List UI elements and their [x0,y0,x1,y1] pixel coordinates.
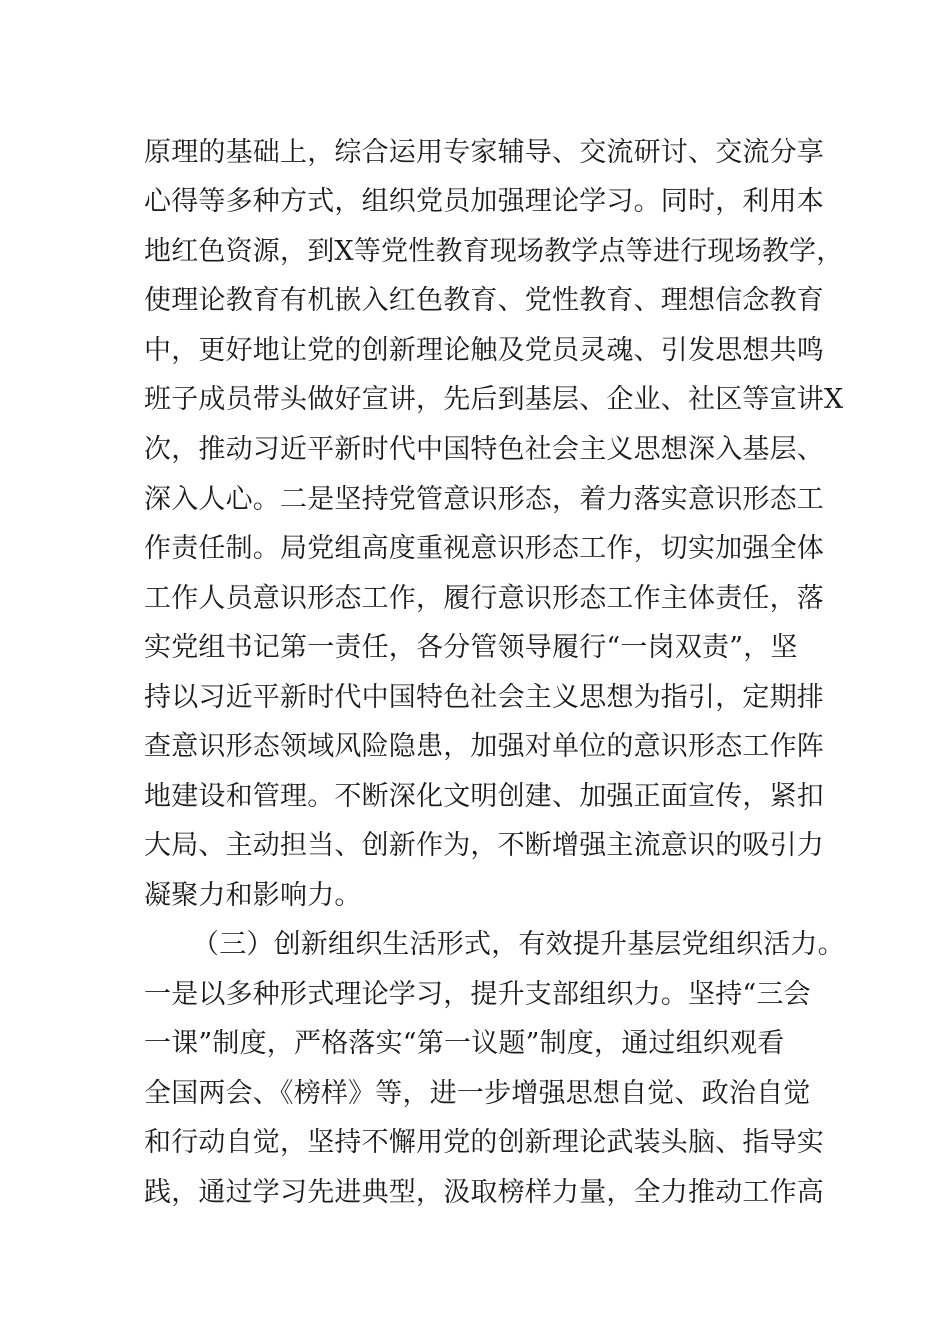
text-line: 践，通过学习先进典型，汲取榜样力量，全力推动工作高 [144,1177,824,1208]
text-line: 中，更好地让党的创新理论触及党员灵魂、引发思想共鸣 [144,335,824,366]
text-line: 次，推动习近平新时代中国特色社会主义思想深入基层、 [144,434,824,465]
text-line: 使理论教育有机嵌入红色教育、党性教育、理想信念教育 [144,285,824,316]
text-line: 原理的基础上，综合运用专家辅导、交流研讨、交流分享 [144,137,824,168]
text-line: 地建设和管理。不断深化文明创建、加强正面宣传，紧扣 [144,781,824,812]
text-line: 工作人员意识形态工作，履行意识形态工作主体责任，落 [144,583,824,614]
text-line: 心得等多种方式，组织党员加强理论学习。同时，利用本 [144,186,824,217]
text-line: 一是以多种形式理论学习，提升支部组织力。坚持“三会 [144,979,811,1010]
text-line: 大局、主动担当、创新作为，不断增强主流意识的吸引力 [144,830,824,861]
text-line: 查意识形态领域风险隐患，加强对单位的意识形态工作阵 [144,731,824,762]
text-line: 实党组书记第一责任，各分管领导履行“一岗双责”，坚 [144,632,798,663]
text-line: 作责任制。局党组高度重视意识形态工作，切实加强全体 [144,533,824,564]
text-line: 深入人心。二是坚持党管意识形态，着力落实意识形态工 [144,484,824,515]
section-heading-line: （三）创新组织生活形式，有效提升基层党组织活力。 [192,929,845,960]
text-line: 持以习近平新时代中国特色社会主义思想为指引，定期排 [144,682,824,713]
text-line: 凝聚力和影响力。 [144,880,362,911]
text-line: 和行动自觉，坚持不懈用党的创新理论武装头脑、指导实 [144,1127,824,1158]
text-line: 班子成员带头做好宣讲，先后到基层、企业、社区等宣讲X [144,384,844,415]
text-line: 一课”制度，严格落实“第一议题”制度，通过组织观看 [144,1028,785,1059]
text-line: 全国两会、《榜样》等，进一步增强思想自觉、政治自觉 [144,1078,811,1109]
text-line: 地红色资源，到X等党性教育现场教学点等进行现场教学， [144,236,844,267]
